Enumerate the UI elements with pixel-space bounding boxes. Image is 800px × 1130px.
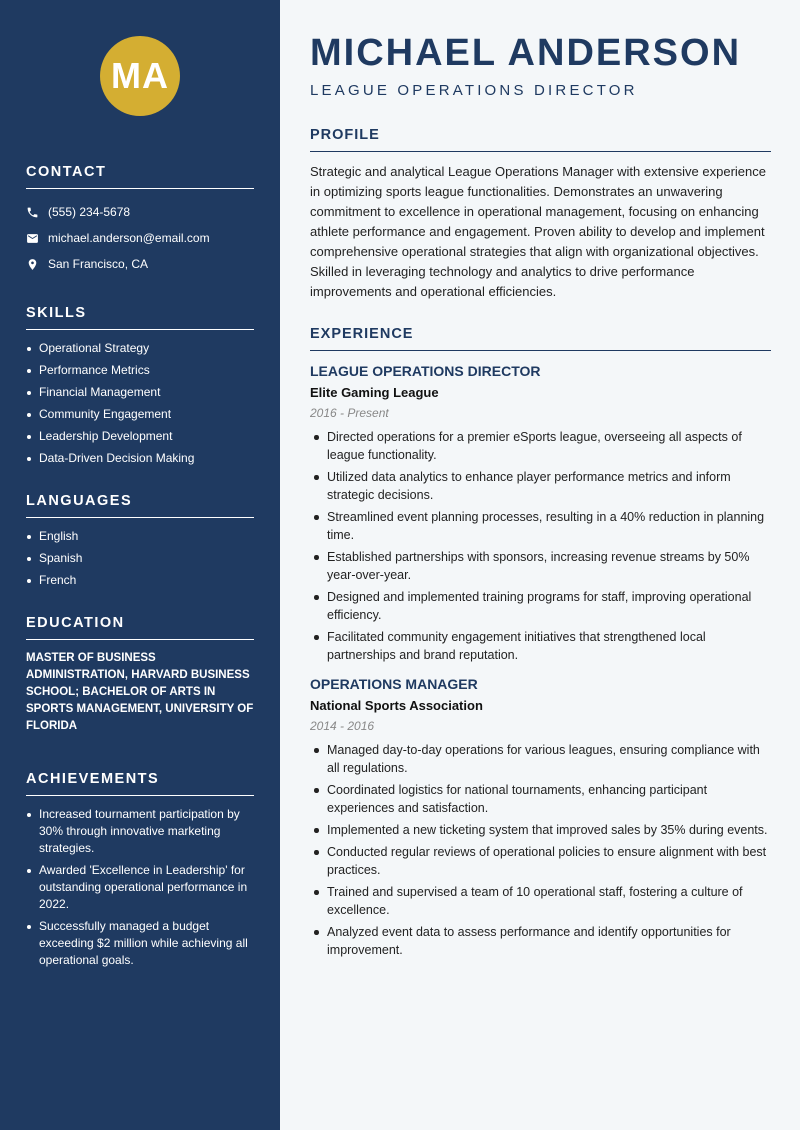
job-bullet: Managed day-to-day operations for various leagues, ensuring compliance with all regulations.	[310, 741, 771, 777]
main-content	[310, 0, 771, 963]
languages-list	[26, 528, 254, 589]
monogram-avatar: MA	[100, 36, 180, 116]
job-bullet: Directed operations for a premier eSports league, overseeing all aspects of league functionality.	[310, 428, 771, 464]
job-bullet: Facilitated community engagement initiatives that strengthened local partnerships and brand reputation.	[310, 628, 771, 664]
job-dates: 2016 - Present	[310, 406, 389, 420]
achievements-list	[26, 806, 254, 969]
contact-heading: CONTACT	[26, 164, 254, 189]
skill-item: Community Engagement	[26, 406, 254, 423]
experience-heading: EXPERIENCE	[310, 326, 771, 351]
skill-item: Financial Management	[26, 384, 254, 401]
candidate-role: LEAGUE OPERATIONS DIRECTOR	[310, 82, 638, 99]
languages-heading: LANGUAGES	[26, 493, 254, 518]
candidate-name: MICHAEL ANDERSON	[310, 32, 742, 74]
education-text: MASTER OF BUSINESS ADMINISTRATION, HARVARD BUSINESS SCHOOL; BACHELOR OF ARTS IN SPORTS MANAGEMENT, UNIVERSITY OF FLORIDA	[26, 652, 254, 732]
job-bullet: Streamlined event planning processes, resulting in a 40% reduction in planning time.	[310, 508, 771, 544]
profile-section	[310, 127, 771, 302]
email-icon	[26, 232, 39, 245]
job-company: National Sports Association	[310, 698, 483, 713]
profile-heading: PROFILE	[310, 127, 771, 152]
contact-phone	[26, 199, 254, 225]
profile-text: Strategic and analytical League Operations Manager with extensive experience in optimizing sports league functionalities. Demonstrates an unwavering commitment to excellence in operational management, focusing on enhancing athlete performance and engagement. Proven ability to develop and implement comprehensive operational strategies that align with organizational objectives. Skilled in leveraging technology and analytics to drive performance improvements and operational efficiencies.	[310, 164, 766, 299]
location-pin-icon	[26, 258, 39, 271]
job-bullets	[310, 428, 771, 664]
job-bullet: Conducted regular reviews of operational policies to ensure alignment with best practices.	[310, 843, 771, 879]
skills-section	[26, 305, 254, 467]
skill-item: Performance Metrics	[26, 362, 254, 379]
job-bullet: Established partnerships with sponsors, increasing revenue streams by 50% year-over-year.	[310, 548, 771, 584]
languages-section	[26, 493, 254, 589]
education-heading: EDUCATION	[26, 615, 254, 640]
contact-phone-text: (555) 234-5678	[48, 205, 131, 219]
job-bullet: Utilized data analytics to enhance player performance metrics and inform strategic decisions.	[310, 468, 771, 504]
job-bullet: Coordinated logistics for national tournaments, enhancing participant experiences and satisfaction.	[310, 781, 771, 817]
job-company: Elite Gaming League	[310, 385, 439, 400]
achievement-item: Successfully managed a budget exceeding $2 million while achieving all operational goals.	[26, 918, 254, 969]
contact-location-text: San Francisco, CA	[48, 257, 149, 271]
skill-item: Data-Driven Decision Making	[26, 450, 254, 467]
job-entry	[310, 676, 771, 959]
job-bullet: Analyzed event data to assess performance and identify opportunities for improvement.	[310, 923, 771, 959]
language-item: English	[26, 528, 254, 545]
skill-item: Leadership Development	[26, 428, 254, 445]
contact-email-text: michael.anderson@email.com	[48, 231, 210, 245]
skills-list	[26, 340, 254, 467]
job-bullet: Designed and implemented training programs for staff, improving operational efficiency.	[310, 588, 771, 624]
language-item: French	[26, 572, 254, 589]
job-dates: 2014 - 2016	[310, 719, 375, 733]
education-section	[26, 615, 254, 735]
job-title: LEAGUE OPERATIONS DIRECTOR	[310, 363, 541, 379]
skills-heading: SKILLS	[26, 305, 254, 330]
job-title: OPERATIONS MANAGER	[310, 676, 478, 692]
achievements-heading: ACHIEVEMENTS	[26, 771, 254, 796]
skill-item: Operational Strategy	[26, 340, 254, 357]
achievement-item: Awarded 'Excellence in Leadership' for outstanding operational performance in 2022.	[26, 862, 254, 913]
contact-email	[26, 225, 254, 251]
job-bullet: Implemented a new ticketing system that improved sales by 35% during events.	[310, 821, 771, 839]
job-bullet: Trained and supervised a team of 10 operational staff, fostering a culture of excellence.	[310, 883, 771, 919]
job-bullets	[310, 741, 771, 959]
achievements-section	[26, 771, 254, 969]
phone-icon	[26, 206, 39, 219]
contact-location	[26, 251, 254, 277]
experience-section	[310, 326, 771, 959]
job-entry	[310, 363, 771, 664]
sidebar	[0, 0, 280, 1130]
achievement-item: Increased tournament participation by 30% through innovative marketing strategies.	[26, 806, 254, 857]
language-item: Spanish	[26, 550, 254, 567]
contact-section	[26, 164, 254, 277]
